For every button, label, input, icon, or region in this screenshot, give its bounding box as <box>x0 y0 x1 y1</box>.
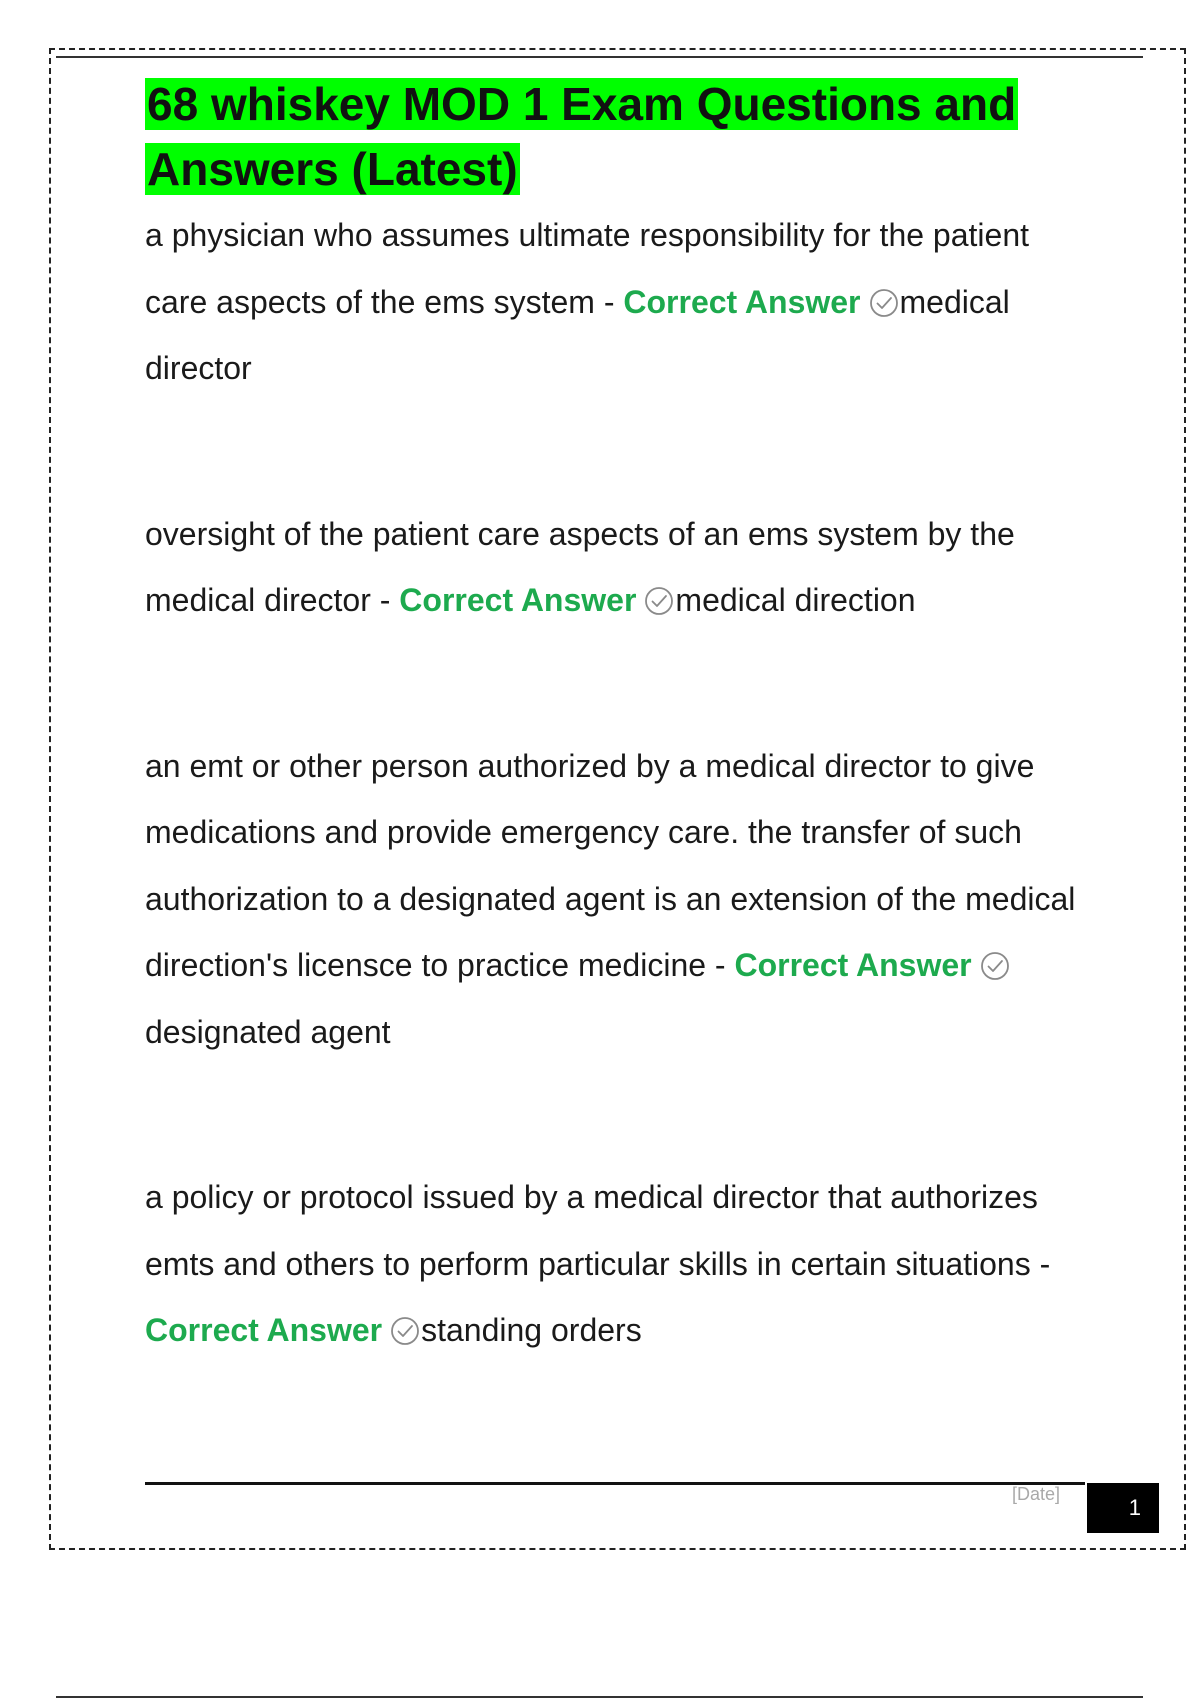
check-circle-icon <box>980 951 1010 981</box>
qa-item <box>145 733 1095 1066</box>
qa-item <box>145 501 1095 634</box>
question-text: oversight of the patient care aspects of an ems system by the medical director - <box>145 515 1015 618</box>
question-text: a policy or protocol issued by a medical director that authorizes emts and others to perform particular skills in certain situations - <box>145 1179 1051 1282</box>
check-circle-icon <box>390 1316 420 1346</box>
check-circle-icon <box>869 288 899 318</box>
qa-item <box>145 202 1095 402</box>
check-circle-icon <box>644 586 674 616</box>
answer-text: standing orders <box>421 1312 642 1348</box>
footer-date: [Date] <box>1012 1484 1061 1504</box>
footer-rule <box>145 1482 1085 1485</box>
document-title <box>145 72 1095 202</box>
title-highlight: 68 whiskey MOD 1 Exam Questions and Answers (Latest) <box>147 78 1017 195</box>
question-text: a physician who assumes ultimate responsibility for the patient care aspects of the ems system - <box>145 217 1029 320</box>
answer-text: medical direction <box>675 582 916 618</box>
document-body <box>145 72 1095 1364</box>
answer-text: medical director <box>145 283 1010 386</box>
correct-answer-label: Correct Answer <box>623 283 861 320</box>
header-rule <box>56 56 1143 58</box>
question-text: an emt or other person authorized by a medical director to give medications and provide emergency care. the transfer of such authorization to a designated agent is an extension of the medical direction's licensce to practice medicine - <box>145 747 1076 983</box>
page-number: 1 <box>1087 1483 1159 1533</box>
correct-answer-label: Correct Answer <box>734 947 972 983</box>
answer-text: designated agent <box>145 1013 391 1050</box>
correct-answer-label: Correct Answer <box>399 582 637 618</box>
correct-answer-label: Correct Answer <box>145 1312 383 1348</box>
next-page-rule <box>56 1696 1143 1698</box>
qa-item <box>145 1164 1095 1364</box>
